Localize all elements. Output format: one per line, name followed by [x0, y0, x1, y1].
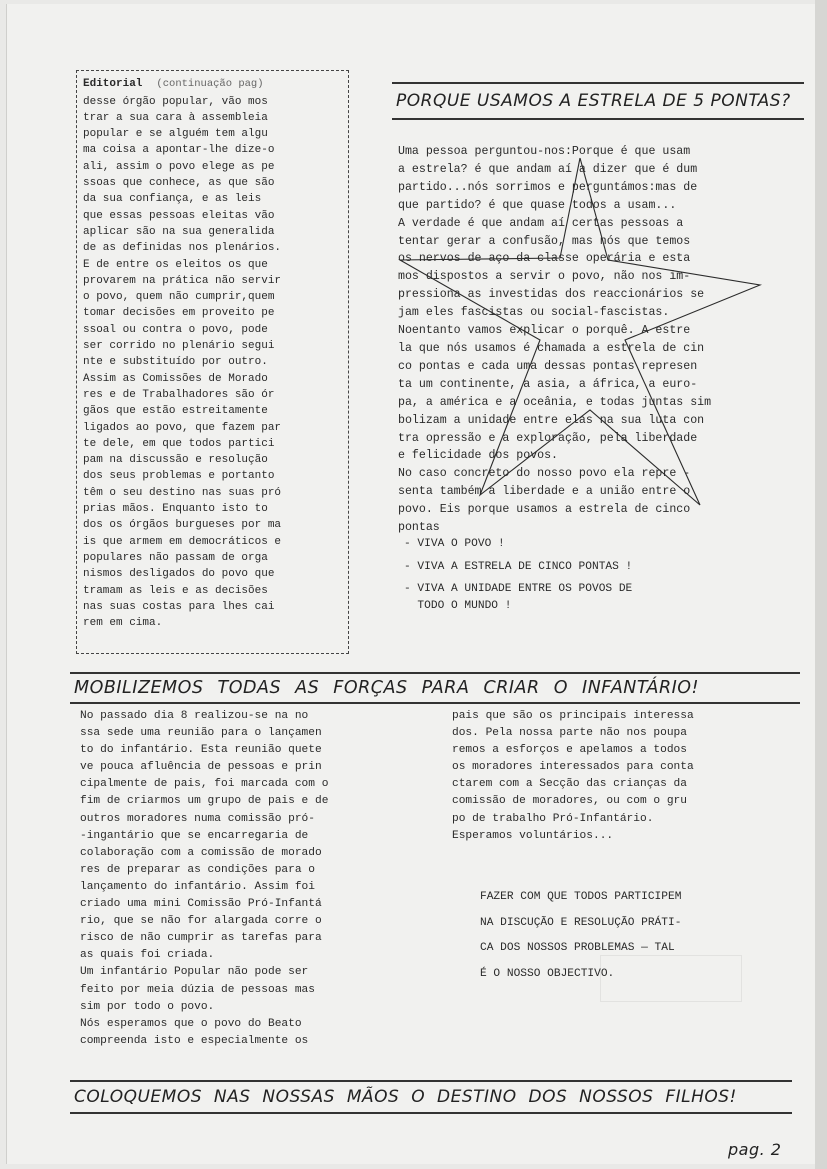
- editorial-line: dos os órgãos burgueses por ma: [83, 519, 282, 532]
- infantario-left-line: colaboração com a comissão de morado: [80, 846, 322, 859]
- star-article-line: a estrela? é que andam aí a dizer que é dum: [398, 162, 698, 176]
- star-article-line: senta também a liberdade e a união entre o: [398, 485, 691, 499]
- editorial-line: desse órgão popular, vão mos: [83, 95, 268, 108]
- infantario-left-line: lançamento do infantário. Assim foi: [80, 880, 315, 893]
- editorial-line: res e de Trabalhadores são ór: [83, 388, 275, 401]
- editorial-line: ligados ao povo, que fazem par: [83, 421, 282, 434]
- star-article-line: pa, a américa e a oceânia, e todas juntas sim: [398, 395, 712, 409]
- slogan-line: - VIVA A ESTRELA DE CINCO PONTAS !: [404, 560, 633, 573]
- infantario-left-line: risco de não cumprir as tarefas para: [80, 932, 322, 945]
- star-article-line: partido...nós sorrimos e perguntámos:mas de: [398, 180, 698, 194]
- star-article-line: co pontas e cada uma dessas pontas represen: [398, 359, 698, 373]
- infantario-left-line: rio, que se não for alargada corre o: [80, 915, 322, 928]
- star-article-line: mos dispostos a servir o povo, não nos im-: [398, 270, 691, 284]
- page-edge-shadow: [815, 0, 827, 1169]
- editorial-line: tomar decisões em proveito pe: [83, 307, 275, 320]
- infantario-left-line: Um infantário Popular não pode ser: [80, 966, 309, 979]
- star-article-line: os nervos de aço da classe operária e esta: [398, 252, 691, 266]
- infantario-left-column: [80, 708, 410, 1050]
- editorial-line: ali, assim o povo elege as pe: [83, 160, 275, 173]
- star-article-line: Noentanto vamos explicar o porquê. A estre: [398, 324, 691, 338]
- editorial-line: pam na discussão e resolução: [83, 454, 268, 467]
- page-number: pag. 2: [728, 1140, 782, 1159]
- editorial-line: prias mãos. Enquanto isto to: [83, 503, 268, 516]
- star-article-title: PORQUE USAMOS A ESTRELA DE 5 PONTAS?: [392, 82, 804, 120]
- editorial-line: popular e se alguém tem algu: [83, 128, 268, 141]
- infantario-left-line: feito por meia dúzia de pessoas mas: [80, 983, 315, 996]
- editorial-line: ssoas que conhece, as que são: [83, 177, 275, 190]
- slogans-list: [404, 536, 804, 620]
- editorial-line: da sua confiança, e as leis: [83, 193, 262, 206]
- infantario-left-line: cipalmente de pais, foi marcada com o: [80, 778, 329, 791]
- editorial-line: dos seus problemas e portanto: [83, 470, 275, 483]
- infantario-left-line: -ingantário que se encarregaria de: [80, 829, 309, 842]
- infantario-callout: [480, 885, 780, 987]
- infantario-right-line: Esperamos voluntários...: [452, 829, 614, 842]
- infantario-right-line: pais que são os principais interessa: [452, 710, 694, 722]
- star-article-line: ta um continente, a asia, a áfrica, a euro-: [398, 377, 698, 391]
- editorial-line: o povo, quem não cumprir,quem: [83, 291, 275, 304]
- infantario-left-line: criado uma mini Comissão Pró-Infantá: [80, 898, 322, 911]
- editorial-line: têm o seu destino nas suas pró: [83, 486, 282, 499]
- star-article-line: No caso concreto do nosso povo ela repre -: [398, 467, 691, 481]
- star-article-line: e felicidade dos povos.: [398, 449, 559, 463]
- editorial-box: [76, 70, 349, 654]
- star-article-line: tra opressão e a exploração, pela liberdade: [398, 431, 698, 445]
- infantario-left-line: Nós esperamos que o povo do Beato: [80, 1017, 302, 1030]
- infantario-left-line: compreenda isto e especialmente os: [80, 1034, 309, 1047]
- editorial-line: is que armem em democráticos e: [83, 535, 282, 548]
- editorial-line: rem em cima.: [83, 617, 163, 630]
- editorial-line: nte e substituído por outro.: [83, 356, 268, 369]
- infantario-left-line: No passado dia 8 realizou-se na no: [80, 710, 309, 722]
- editorial-line: ssoal ou contra o povo, pode: [83, 323, 268, 336]
- editorial-line: que essas pessoas eleitas vão: [83, 209, 275, 222]
- infantario-left-line: as quais foi criada.: [80, 949, 215, 962]
- editorial-line: ser corrido no plenário segui: [83, 340, 275, 353]
- infantario-left-line: ve pouca afluência de pessoas e prin: [80, 761, 322, 774]
- star-article-line: que partido? é que quase todos a usam...: [398, 198, 677, 212]
- editorial-line: de as definidas nos plenários.: [83, 242, 282, 255]
- infantario-right-line: dos. Pela nossa parte não nos poupa: [452, 727, 687, 740]
- infantario-title: MOBILIZEMOS TODAS AS FORÇAS PARA CRIAR O INFANTÁRIO!: [70, 672, 800, 704]
- infantario-left-line: sim por todo o povo.: [80, 1000, 215, 1013]
- editorial-line: Assim as Comissões de Morado: [83, 372, 268, 385]
- infantario-left-line: res de preparar as condições para o: [80, 863, 315, 876]
- star-article-line: la que nós usamos é chamada a estrela de cin: [398, 341, 705, 355]
- infantario-right-column: [452, 708, 782, 845]
- infantario-right-line: comissão de moradores, ou com o gru: [452, 795, 687, 808]
- slogan-line: TODO O MUNDO !: [404, 599, 512, 612]
- star-article-text: [398, 143, 788, 537]
- infantario-left-line: ssa sede uma reunião para o lançamen: [80, 727, 322, 740]
- callout-line: É O NOSSO OBJECTIVO.: [480, 967, 615, 980]
- star-article-line: bolizam a unidade entre elas na sua luta con: [398, 413, 705, 427]
- slogan-line: - VIVA A UNIDADE ENTRE OS POVOS DE: [404, 583, 633, 595]
- infantario-left-line: outros moradores numa comissão pró-: [80, 812, 315, 825]
- editorial-line: te dele, em que todos partici: [83, 437, 275, 450]
- infantario-right-line: os moradores interessados para conta: [452, 761, 694, 774]
- slogan-line: - VIVA O POVO !: [404, 538, 505, 550]
- editorial-line: nismos desligados do povo que: [83, 568, 275, 581]
- footer-headline: COLOQUEMOS NAS NOSSAS MÃOS O DESTINO DOS NOSSOS FILHOS!: [70, 1080, 792, 1114]
- star-article-line: povo. Eis porque usamos a estrela de cinco: [398, 503, 691, 517]
- star-article-line: pressiona as investidas dos reaccionários se: [398, 288, 705, 302]
- editorial-title: Editorial: [83, 78, 143, 90]
- star-article-line: A verdade é que andam aí certas pessoas a: [398, 216, 684, 230]
- infantario-right-line: ctarem com a Secção das crianças da: [452, 778, 687, 791]
- infantario-right-line: remos a esforços e apelamos a todos: [452, 744, 687, 757]
- callout-line: FAZER COM QUE TODOS PARTICIPEM: [480, 891, 682, 903]
- star-article-line: jam eles fascistas ou social-fascistas.: [398, 306, 670, 320]
- editorial-line: ma coisa a apontar-lhe dize-o: [83, 144, 275, 157]
- infantario-right-line: po de trabalho Pró-Infantário.: [452, 812, 654, 825]
- editorial-line: nas suas costas para lhes cai: [83, 600, 275, 613]
- callout-line: NA DISCUÇÃO E RESOLUÇÃO PRÁTI-: [480, 916, 682, 929]
- editorial-continuation: (continuação pag): [156, 78, 264, 90]
- infantario-left-line: to do infantário. Esta reunião quete: [80, 744, 322, 757]
- infantario-left-line: fim de criarmos um grupo de pais e de: [80, 795, 329, 808]
- star-article-line: Uma pessoa perguntou-nos:Porque é que usam: [398, 145, 691, 158]
- editorial-text: [83, 94, 342, 632]
- editorial-line: populares não passam de orga: [83, 551, 268, 564]
- editorial-line: tramam as leis e as decisões: [83, 584, 268, 597]
- editorial-line: aplicar são na sua generalida: [83, 225, 275, 238]
- star-article-line: tentar gerar a confusão, mas nós que temos: [398, 234, 691, 248]
- editorial-line: gãos que estão estreitamente: [83, 405, 268, 418]
- star-article-line: pontas: [398, 521, 440, 535]
- editorial-line: trar a sua cara à assembleia: [83, 111, 268, 124]
- callout-line: CA DOS NOSSOS PROBLEMAS — TAL: [480, 942, 675, 955]
- editorial-line: provarem na prática não servir: [83, 274, 282, 287]
- editorial-header: [83, 76, 342, 94]
- editorial-line: E de entre os eleitos os que: [83, 258, 268, 271]
